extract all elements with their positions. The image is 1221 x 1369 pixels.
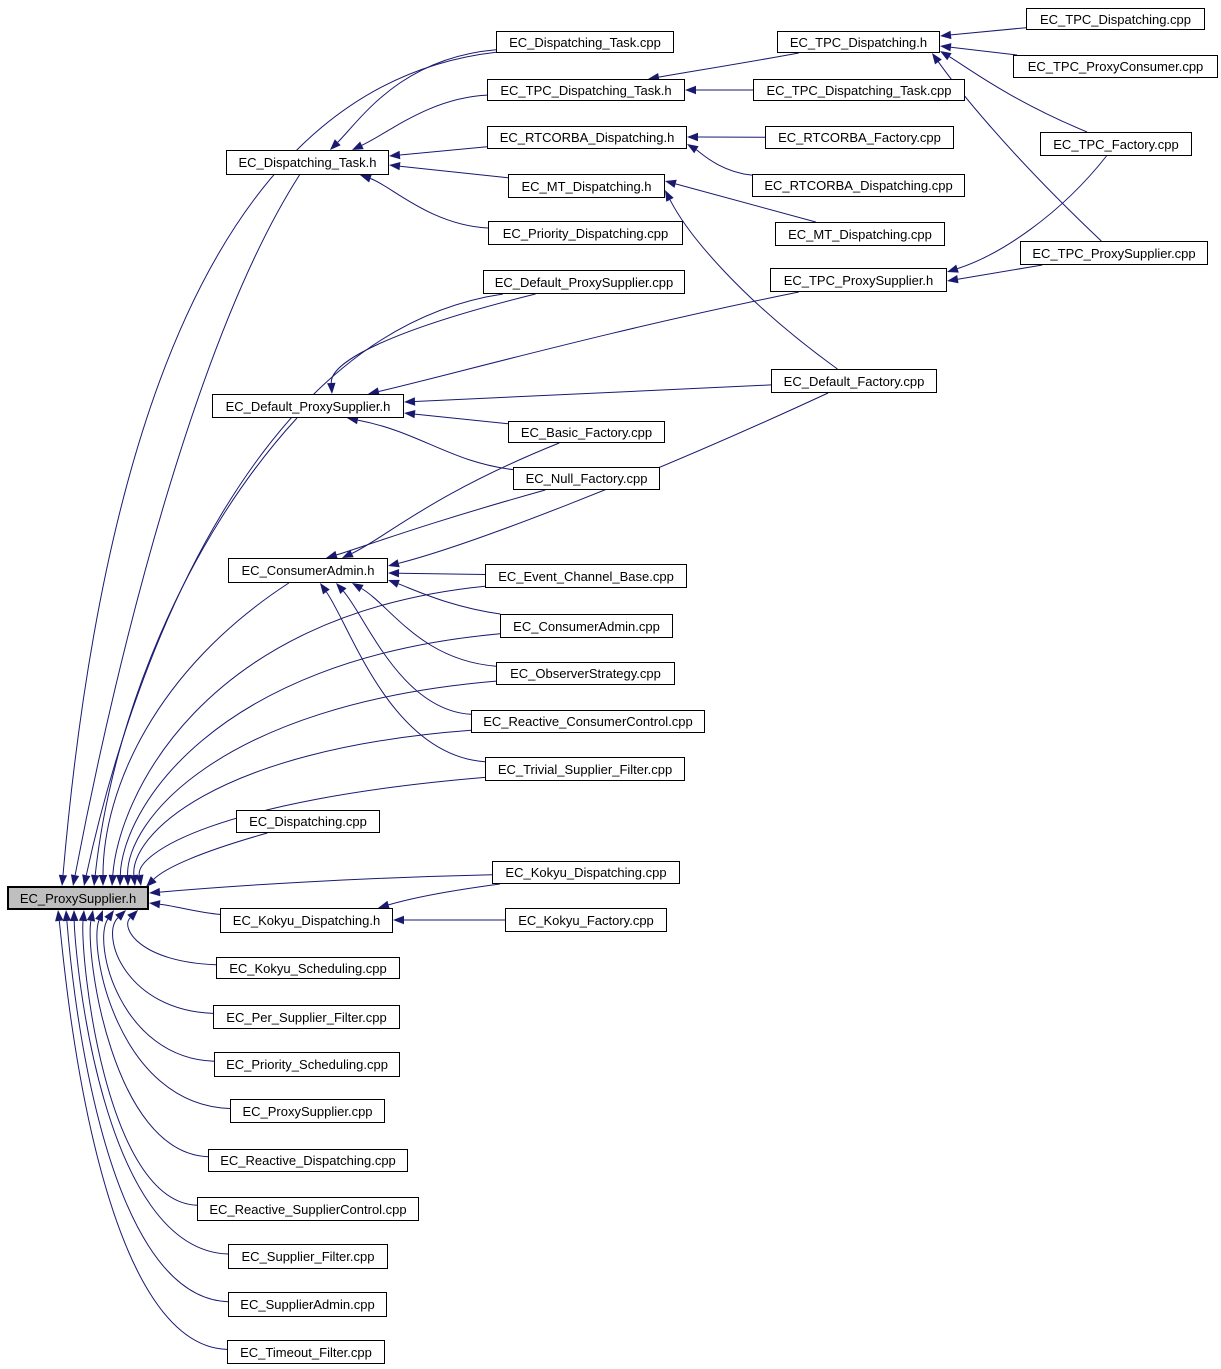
node-label: EC_Priority_Dispatching.cpp: [502, 225, 669, 241]
node-label: EC_Event_Channel_Base.cpp: [498, 568, 674, 584]
node-label: EC_SupplierAdmin.cpp: [240, 1297, 375, 1312]
node-label: EC_Null_Factory.cpp: [525, 471, 648, 486]
arrowhead-icon: [404, 410, 415, 418]
node-default_proxysupplier_h[interactable]: [212, 394, 404, 418]
node-label: EC_TPC_Dispatching.cpp: [1039, 11, 1192, 27]
arrowhead-icon: [91, 875, 99, 886]
edge-rtcorba_factory_cpp-to-rtcorba_dispatching_h: [687, 133, 765, 141]
node-trivial_supplier_filter_cpp[interactable]: [485, 757, 685, 781]
arrowhead-icon: [665, 180, 677, 188]
node-label: EC_Dispatching_Task.cpp: [509, 34, 661, 50]
edge-consumeradmin_cpp-to-proxysupplier_h: [116, 634, 500, 886]
arrowhead-icon: [104, 910, 114, 921]
arrowhead-icon: [388, 580, 400, 588]
arrowhead-icon: [63, 910, 71, 921]
node-label: EC_Default_Factory.cpp: [783, 373, 925, 389]
arrowhead-icon: [393, 916, 404, 924]
node-kokyu_scheduling_cpp[interactable]: [216, 957, 400, 979]
arrowhead-icon: [99, 875, 107, 886]
edge-priority_dispatching_cpp-to-dispatching_task_h: [360, 175, 488, 229]
edge-reactive_dispatching_cpp-to-proxysupplier_h: [87, 910, 208, 1157]
node-tpc_proxysupplier_cpp[interactable]: [1020, 241, 1208, 265]
arrowhead-icon: [116, 875, 124, 886]
arrowhead-icon: [388, 569, 399, 577]
node-observerstrategy_cpp[interactable]: [496, 662, 675, 685]
arrowhead-icon: [665, 190, 674, 202]
node-label: EC_ProxySupplier.h: [19, 890, 137, 906]
arrowhead-icon: [71, 874, 79, 886]
arrowhead-icon: [109, 875, 117, 886]
node-label: EC_Reactive_Dispatching.cpp: [220, 1153, 396, 1168]
edge-tpc_dispatching_h-to-tpc_dispatching_task_h: [648, 53, 799, 81]
node-mt_dispatching_cpp[interactable]: [775, 222, 945, 246]
edge-timeout_filter_cpp-to-proxysupplier_h: [55, 910, 227, 1349]
node-consumeradmin_h[interactable]: [228, 558, 388, 583]
node-label: EC_TPC_ProxySupplier.cpp: [1032, 245, 1196, 261]
node-label: EC_Default_ProxySupplier.h: [225, 398, 391, 414]
edge-kokyu_scheduling_cpp-to-proxysupplier_h: [127, 910, 216, 965]
arrowhead-icon: [388, 559, 400, 567]
edge-null_factory_cpp-to-consumeradmin_h: [326, 490, 545, 559]
node-label: EC_Dispatching.cpp: [249, 814, 367, 829]
node-label: EC_TPC_ProxyConsumer.cpp: [1027, 59, 1204, 74]
node-label: EC_RTCORBA_Dispatching.h: [499, 130, 675, 145]
edge-dispatching_cpp-to-proxysupplier_h: [146, 833, 267, 887]
node-rtcorba_factory_cpp[interactable]: [765, 126, 954, 149]
edge-consumeradmin_cpp-to-consumeradmin_h: [388, 580, 500, 614]
arrowhead-icon: [389, 162, 400, 170]
node-tpc_proxysupplier_h[interactable]: [770, 268, 947, 292]
node-mt_dispatching_h[interactable]: [508, 174, 665, 198]
node-label: EC_Kokyu_Factory.cpp: [518, 912, 654, 928]
edge-priority_scheduling_cpp-to-proxysupplier_h: [104, 910, 214, 1061]
arrowhead-icon: [87, 910, 95, 922]
node-rtcorba_dispatching_cpp[interactable]: [752, 174, 965, 197]
node-label: EC_Kokyu_Scheduling.cpp: [229, 960, 387, 976]
node-label: EC_Priority_Scheduling.cpp: [226, 1057, 388, 1072]
node-label: EC_Kokyu_Dispatching.h: [232, 913, 381, 928]
arrowhead-icon: [404, 397, 415, 405]
arrowhead-icon: [685, 86, 696, 94]
edge-dispatching_task_cpp-to-dispatching_task_h: [330, 50, 496, 150]
arrowhead-icon: [940, 43, 951, 51]
node-label: EC_RTCORBA_Dispatching.cpp: [764, 178, 953, 193]
edge-kokyu_factory_cpp-to-kokyu_dispatching_h: [393, 916, 505, 924]
edge-tpc_dispatching_cpp-to-tpc_dispatching_h: [940, 28, 1026, 39]
edge-basic_factory_cpp-to-consumeradmin_h: [342, 443, 559, 558]
node-tpc_dispatching_task_h[interactable]: [487, 79, 685, 101]
node-reactive_suppliercontrol_cpp[interactable]: [197, 1197, 419, 1221]
node-reactive_consumercontrol_cpp[interactable]: [471, 710, 705, 733]
arrowhead-icon: [947, 265, 959, 273]
node-label: EC_TPC_Dispatching_Task.h: [500, 82, 672, 98]
node-label: EC_Timeout_Filter.cpp: [240, 1344, 372, 1360]
arrowhead-icon: [149, 900, 160, 908]
arrowhead-icon: [389, 151, 400, 159]
edge-proxysupplier_cpp-to-proxysupplier_h: [95, 910, 230, 1109]
node-dispatching_cpp[interactable]: [236, 810, 380, 833]
edge-rtcorba_dispatching_cpp-to-rtcorba_dispatching_h: [687, 144, 752, 175]
node-null_factory_cpp[interactable]: [513, 467, 660, 490]
node-tpc_proxyconsumer_cpp[interactable]: [1013, 55, 1218, 78]
node-label: EC_TPC_Factory.cpp: [1053, 136, 1179, 152]
edge-rtcorba_dispatching_h-to-dispatching_task_h: [389, 147, 487, 159]
arrowhead-icon: [70, 910, 78, 921]
node-label: EC_Trivial_Supplier_Filter.cpp: [497, 761, 673, 777]
node-label: EC_ProxySupplier.cpp: [242, 1103, 373, 1119]
node-supplier_filter_cpp[interactable]: [228, 1244, 388, 1269]
edge-dispatching_task_h-to-proxysupplier_h: [71, 175, 300, 886]
node-label: EC_Dispatching_Task.h: [238, 155, 377, 170]
edge-kokyu_dispatching_cpp-to-kokyu_dispatching_h: [378, 884, 500, 909]
edge-kokyu_dispatching_h-to-proxysupplier_h: [149, 900, 220, 914]
node-proxysupplier_h: [7, 886, 149, 910]
node-label: EC_Basic_Factory.cpp: [520, 424, 653, 440]
arrowhead-icon: [360, 175, 372, 183]
node-label: EC_Reactive_ConsumerControl.cpp: [483, 714, 693, 729]
arrowhead-icon: [95, 910, 103, 922]
edge-tpc_proxyconsumer_cpp-to-tpc_dispatching_h: [940, 43, 1017, 55]
node-label: EC_Supplier_Filter.cpp: [241, 1249, 375, 1264]
node-basic_factory_cpp[interactable]: [508, 421, 665, 443]
node-tpc_dispatching_h[interactable]: [777, 31, 940, 53]
node-tpc_dispatching_task_cpp[interactable]: [753, 79, 965, 101]
arrowhead-icon: [687, 133, 698, 141]
node-kokyu_dispatching_h[interactable]: [220, 908, 393, 933]
node-label: EC_MT_Dispatching.cpp: [788, 226, 932, 242]
edge-event_channel_base_cpp-to-proxysupplier_h: [109, 586, 485, 886]
edge-event_channel_base_cpp-to-consumeradmin_h: [388, 569, 485, 577]
edge-default_proxysupplier_cpp-to-proxysupplier_h: [82, 294, 503, 886]
edge-dispatching_task_cpp-to-proxysupplier_h: [59, 52, 496, 886]
node-event_channel_base_cpp[interactable]: [485, 564, 687, 588]
arrowhead-icon: [352, 142, 364, 151]
node-kokyu_factory_cpp[interactable]: [505, 908, 667, 932]
arrowhead-icon: [940, 51, 952, 60]
arrowhead-icon: [947, 275, 959, 283]
arrowhead-icon: [55, 910, 63, 921]
node-label: EC_ConsumerAdmin.cpp: [513, 618, 660, 634]
node-label: EC_MT_Dispatching.h: [521, 178, 652, 194]
node-rtcorba_dispatching_h[interactable]: [487, 126, 687, 149]
node-label: EC_RTCORBA_Factory.cpp: [778, 130, 941, 145]
edge-supplieradmin_cpp-to-proxysupplier_h: [63, 910, 228, 1302]
edge-trivial_supplier_filter_cpp-to-consumeradmin_h: [320, 583, 485, 762]
node-label: EC_ConsumerAdmin.h: [241, 563, 375, 578]
node-dispatching_task_h[interactable]: [226, 150, 389, 175]
arrowhead-icon: [320, 583, 330, 594]
arrowhead-icon: [687, 144, 699, 153]
node-reactive_dispatching_cpp[interactable]: [208, 1149, 408, 1172]
node-label: EC_Reactive_SupplierControl.cpp: [209, 1201, 407, 1217]
node-label: EC_Per_Supplier_Filter.cpp: [226, 1009, 387, 1025]
edge-tpc_dispatching_task_cpp-to-tpc_dispatching_task_h: [685, 86, 753, 94]
node-priority_scheduling_cpp[interactable]: [214, 1052, 400, 1077]
node-label: EC_Default_ProxySupplier.cpp: [494, 274, 674, 290]
node-priority_dispatching_cpp[interactable]: [488, 221, 683, 245]
edge-tpc_dispatching_task_h-to-dispatching_task_h: [352, 95, 487, 150]
arrowhead-icon: [79, 910, 87, 921]
node-tpc_dispatching_cpp[interactable]: [1026, 8, 1205, 30]
edge-tpc_proxysupplier_h-to-default_proxysupplier_h: [368, 292, 799, 396]
node-kokyu_dispatching_cpp[interactable]: [492, 861, 680, 884]
node-default_factory_cpp[interactable]: [771, 369, 937, 393]
node-consumeradmin_cpp[interactable]: [500, 614, 673, 638]
node-label: EC_TPC_ProxySupplier.h: [783, 272, 934, 288]
edge-basic_factory_cpp-to-default_proxysupplier_h: [404, 410, 508, 424]
node-timeout_filter_cpp[interactable]: [227, 1340, 385, 1364]
edge-null_factory_cpp-to-default_proxysupplier_h: [347, 416, 513, 470]
node-label: EC_Kokyu_Dispatching.cpp: [505, 865, 667, 880]
edge-mt_dispatching_h-to-dispatching_task_h: [389, 162, 508, 178]
node-supplieradmin_cpp[interactable]: [228, 1292, 387, 1317]
node-tpc_factory_cpp[interactable]: [1040, 132, 1192, 156]
node-dispatching_task_cpp[interactable]: [496, 31, 674, 53]
arrowhead-icon: [82, 874, 90, 886]
arrowhead-icon: [327, 383, 335, 394]
node-label: EC_ObserverStrategy.cpp: [510, 666, 661, 681]
arrowhead-icon: [149, 888, 160, 896]
arrowhead-icon: [940, 31, 951, 39]
edge-observerstrategy_cpp-to-proxysupplier_h: [123, 681, 496, 886]
arrowhead-icon: [932, 53, 942, 64]
edge-default_factory_cpp-to-default_proxysupplier_h: [404, 385, 771, 406]
arrowhead-icon: [59, 875, 67, 886]
node-proxysupplier_cpp[interactable]: [230, 1099, 385, 1123]
node-per_supplier_filter_cpp[interactable]: [213, 1005, 400, 1029]
node-default_proxysupplier_cpp[interactable]: [483, 270, 685, 294]
node-label: EC_TPC_Dispatching.h: [789, 34, 928, 50]
arrowhead-icon: [352, 583, 364, 592]
node-label: EC_TPC_Dispatching_Task.cpp: [766, 82, 952, 98]
